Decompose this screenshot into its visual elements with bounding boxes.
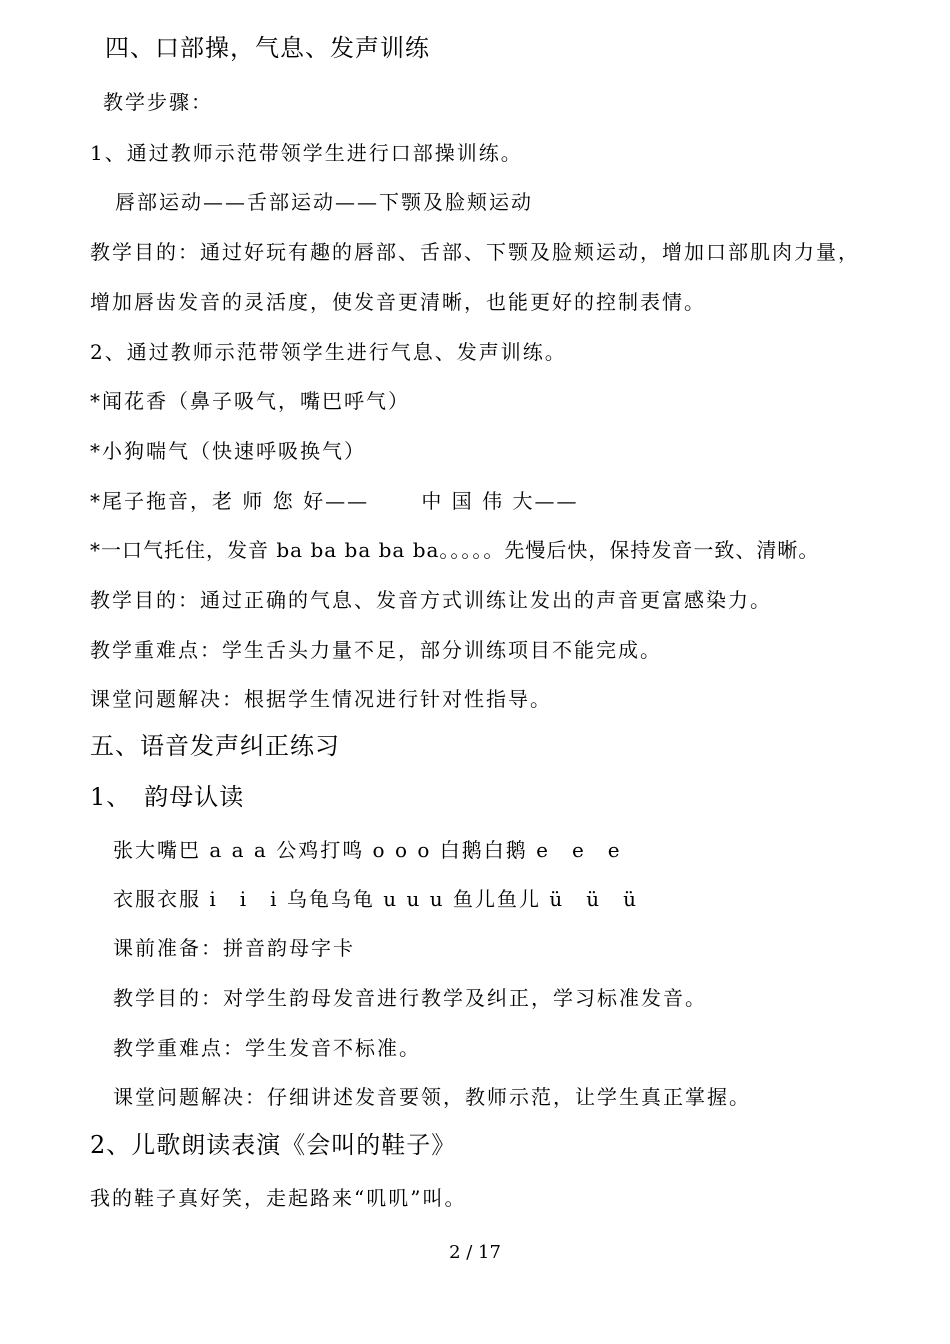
teaching-goal-1b: 增加唇齿发音的灵活度，使发音更清晰，也能更好的控制表情。 — [90, 290, 706, 314]
mouth-exercise-sequence: 唇部运动——舌部运动——下颚及脸颊运动 — [115, 190, 533, 214]
exercise-puppy-pant: *小狗喘气（快速呼吸换气） — [90, 439, 366, 463]
rhyme-line-1: 我的鞋子真好笑，走起路来“叽叽”叫。 — [90, 1186, 467, 1210]
step-2: 2、通过教师示范带领学生进行气息、发声训练。 — [90, 340, 567, 364]
finals-row-1: 张大嘴巴 a a a 公鸡打鸣 o o o 白鹅白鹅 e e e — [113, 838, 622, 862]
teaching-steps-label: 教学步骤： — [103, 90, 213, 114]
subsection-nursery-rhyme: 2、儿歌朗读表演《会叫的鞋子》 — [90, 1131, 457, 1159]
exercise-one-breath: *一口气托住，发音 ba ba ba ba ba。。。。。先慢后快，保持发音一致、清晰。 — [90, 538, 820, 562]
teaching-goal-3: 教学目的：对学生韵母发音进行教学及纠正，学习标准发音。 — [113, 986, 707, 1010]
subsection-finals: 1、 韵母认读 — [90, 783, 245, 811]
teaching-difficulty-1: 教学重难点：学生舌头力量不足，部分训练项目不能完成。 — [90, 638, 662, 662]
problem-solving-1: 课堂问题解决：根据学生情况进行针对性指导。 — [90, 687, 552, 711]
step-1: 1、通过教师示范带领学生进行口部操训练。 — [90, 141, 523, 165]
problem-solving-2: 课堂问题解决：仔细讲述发音要领，教师示范，让学生真正掌握。 — [113, 1085, 751, 1109]
exercise-smell-flowers: *闻花香（鼻子吸气，嘴巴呼气） — [90, 389, 410, 413]
teaching-goal-1a: 教学目的：通过好玩有趣的唇部、舌部、下颚及脸颊运动，增加口部肌肉力量， — [90, 240, 860, 264]
teaching-goal-2: 教学目的：通过正确的气息、发音方式训练让发出的声音更富感染力。 — [90, 588, 772, 612]
section-heading-4: 四、口部操，气息、发声训练 — [105, 34, 430, 62]
section-heading-5: 五、语音发声纠正练习 — [90, 732, 340, 760]
page-number: 2 / 17 — [449, 1242, 501, 1263]
class-preparation: 课前准备：拼音韵母字卡 — [113, 936, 355, 960]
teaching-difficulty-2: 教学重难点：学生发音不标准。 — [113, 1036, 421, 1060]
finals-row-2: 衣服衣服 i i i 乌龟乌龟 u u u 鱼儿鱼儿 ü ü ü — [113, 887, 638, 911]
exercise-tail-drag: *尾子拖音，老 师 您 好—— 中 国 伟 大—— — [90, 489, 579, 513]
